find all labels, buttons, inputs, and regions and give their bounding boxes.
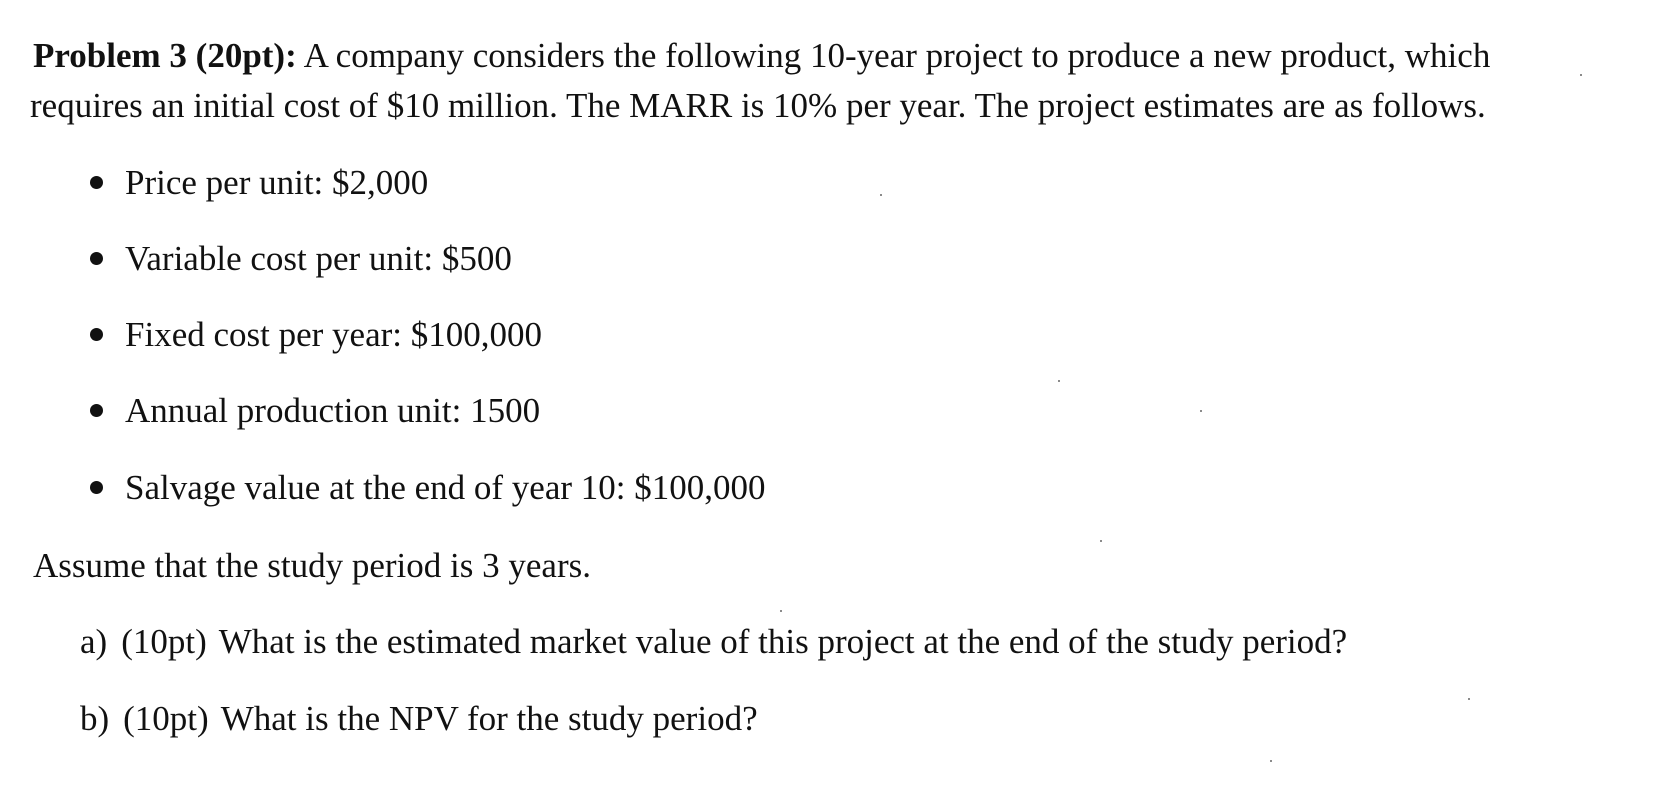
estimate-item-variable-cost (90, 238, 512, 280)
problem-intro-line-1 (33, 30, 1490, 82)
estimate-text: Price per unit: $2,000 (125, 163, 429, 202)
question-label: b) (80, 699, 110, 738)
bullet-icon (90, 404, 103, 417)
scan-speck (1058, 380, 1060, 382)
estimate-item-fixed-cost (90, 314, 542, 356)
assumption-sentence: Assume that the study period is 3 years. (33, 546, 591, 585)
estimate-item-salvage-value (90, 467, 766, 509)
estimate-text: Variable cost per unit: $500 (125, 239, 512, 278)
question-label: a) (80, 622, 108, 661)
scan-speck (1580, 74, 1582, 76)
question-points: (10pt) (121, 622, 207, 661)
estimate-item-annual-production (90, 390, 540, 432)
scan-speck (880, 194, 882, 196)
estimate-text: Salvage value at the end of year 10: $100,000 (125, 468, 766, 507)
estimate-text: Annual production unit: 1500 (125, 391, 541, 430)
question-points: (10pt) (123, 699, 209, 738)
problem-heading: Problem 3 (20pt): (33, 36, 297, 75)
estimate-item-price (90, 162, 428, 204)
question-b (80, 698, 758, 740)
bullet-icon (90, 252, 103, 265)
bullet-icon (90, 328, 103, 341)
question-text: What is the estimated market value of this project at the end of the study period? (218, 622, 1348, 661)
scan-speck (780, 610, 782, 612)
scan-speck (1100, 540, 1102, 542)
question-a (80, 621, 1347, 663)
question-text: What is the NPV for the study period? (220, 699, 758, 738)
bullet-icon (90, 176, 103, 189)
estimate-text: Fixed cost per year: $100,000 (125, 315, 542, 354)
problem-intro-text-2: requires an initial cost of $10 million. The MARR is 10% per year. The project estimates are as follows. (30, 86, 1486, 125)
scan-speck (1200, 410, 1202, 412)
scan-speck (1468, 698, 1470, 700)
assumption-text (33, 540, 591, 592)
problem-intro-text-1: A company considers the following 10-year project to produce a new product, which (303, 36, 1491, 75)
scan-speck (1270, 760, 1272, 762)
problem-intro-line-2 (30, 80, 1486, 132)
bullet-icon (90, 481, 103, 494)
